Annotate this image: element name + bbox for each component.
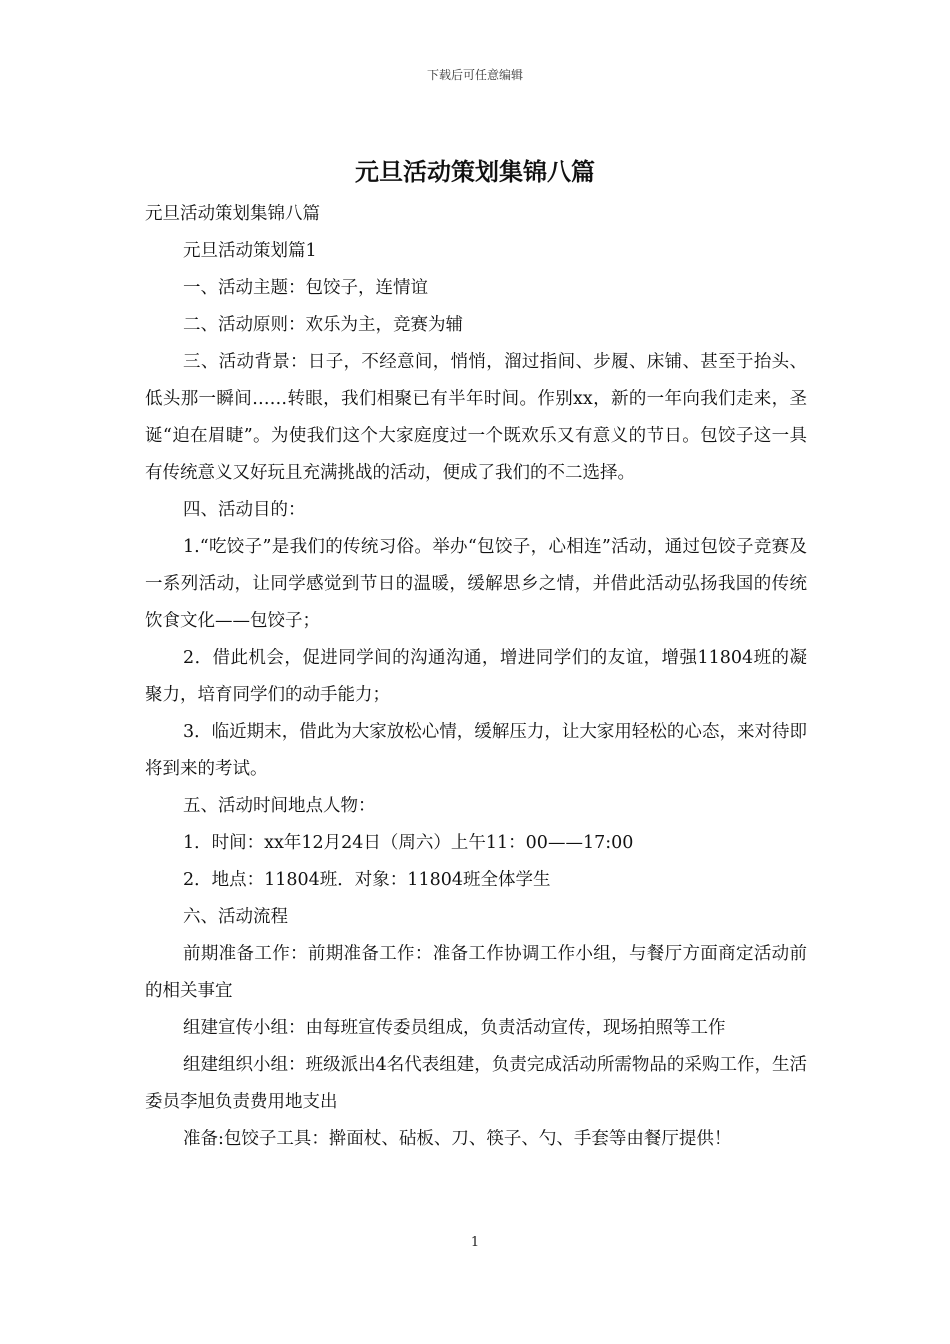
paragraph-time: 1．时间：xx年12月24日（周六）上午11：00——17:00 [183, 833, 634, 853]
paragraph-time-place-heading: 五、活动时间地点人物： [183, 796, 376, 816]
paragraph-collection-title: 元旦活动策划集锦八篇 [145, 204, 320, 224]
page-number: 1 [470, 1235, 480, 1250]
document-title: 元旦活动策划集锦八篇 [355, 157, 595, 186]
paragraph-principle: 二、活动原则：欢乐为主，竞赛为辅 [183, 315, 463, 335]
paragraph-process-heading: 六、活动流程 [183, 907, 288, 927]
paragraph-tools: 准备:包饺子工具：擀面杖、砧板、刀、筷子、勺、手套等由餐厅提供！ [183, 1129, 732, 1149]
paragraph-purpose-1: 1.“吃饺子”是我们的传统习俗。举办“包饺子，心相连”活动，通过包饺子竞赛及一系列活动，让同学感觉到节日的温暖，缓解思乡之情，并借此活动弘扬我国的传统饮食文化——包饺子； [145, 537, 807, 631]
paragraph-place: 2．地点：11804班．对象：11804班全体学生 [183, 870, 551, 890]
paragraph-preparation: 前期准备工作：前期准备工作：准备工作协调工作小组，与餐厅方面商定活动前的相关事宜 [145, 944, 807, 1001]
document-body [145, 196, 807, 1158]
paragraph-purpose-heading: 四、活动目的： [183, 500, 306, 520]
paragraph-theme: 一、活动主题：包饺子，连情谊 [183, 278, 428, 298]
paragraph-publicity-group: 组建宣传小组：由每班宣传委员组成，负责活动宣传，现场拍照等工作 [183, 1018, 726, 1038]
paragraph-purpose-2: 2．借此机会，促进同学间的沟通沟通，增进同学们的友谊，增强11804班的凝聚力，培育同学们的动手能力； [145, 648, 807, 705]
paragraph-section-title: 元旦活动策划篇1 [183, 241, 317, 261]
paragraph-purpose-3: 3．临近期末，借此为大家放松心情，缓解压力，让大家用轻松的心态，来对待即将到来的考试。 [145, 722, 807, 779]
page-header-note: 下载后可任意编辑 [426, 68, 523, 82]
paragraph-organizing-group: 组建组织小组：班级派出4名代表组建，负责完成活动所需物品的采购工作，生活委员李旭负责费用地支出 [145, 1055, 807, 1112]
paragraph-background: 三、活动背景：日子，不经意间，悄悄，溜过指间、步履、床铺、甚至于抬头、低头那一瞬间……转眼，我们相聚已有半年时间。作别xx，新的一年向我们走来，圣诞“迫在眉睫”。为使我们这个大家庭度过一个既欢乐又有意义的节日。包饺子这一具有传统意义又好玩且充满挑战的活动，便成了我们的不二选择。 [145, 352, 807, 483]
